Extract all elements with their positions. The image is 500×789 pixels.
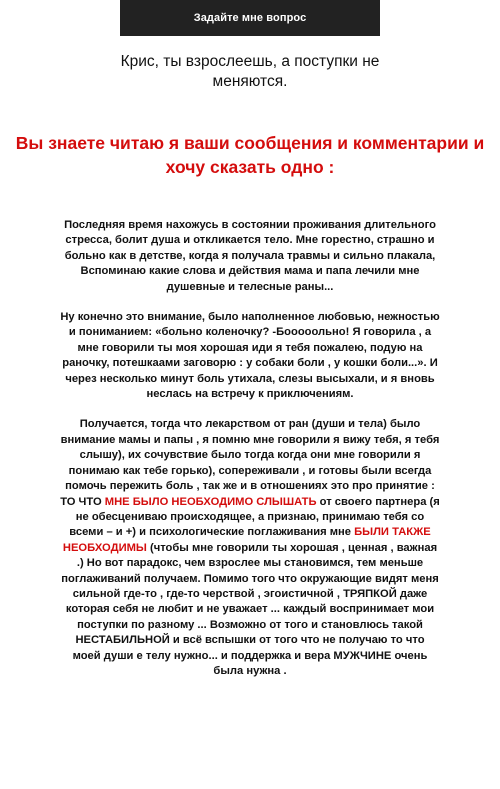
question-prompt: Задайте мне вопрос [120, 0, 380, 36]
question-card [120, 0, 380, 110]
question-answer: Крис, ты взрослеешь, а поступки не меняются. [120, 53, 380, 90]
headline: Вы знаете читаю я ваши сообщения и комментарии и хочу сказать одно : [15, 133, 485, 177]
highlight-also-necessary: БЫЛИ ТАКЖЕ НЕОБХОДИМЫ [62, 526, 431, 554]
paragraph-3-part-1: Получается, тогда что лекарством от ран (души и тела) было внимание мамы и папы , я помню мне говорили я вижу тебя, я тебя слышу), их сочувствие было тогда когда они мне говорили я понимаю как тебе горько), сопереживали , и готовы были всегда помочь пережить боль , так же и в отношениях это про принятие : ТО ЧТО [60, 418, 440, 508]
paragraph-3 [60, 417, 440, 679]
story-text [60, 218, 440, 694]
paragraph-2: Ну конечно это внимание, было наполненное любовью, нежностью и пониманием: «больно коленочку? -Бооооольно! Я говорила , а мне говорили ты моя хорошая иди я тебя пожалею, подую на ранoчку, потешкаами заговорю : у собаки боли , у кошки боли...». И через несколько минут боль утихала, слезы высыхали, и я вновь неслась на встречу к приключениям. [60, 311, 440, 401]
paragraph-3-part-3: (чтобы мне говорили ты хорошая , ценная , важная .) Но вот парадокс, чем взрослее мы становимся, тем меньше поглаживаний получаем. Помимо того что окружающие видят меня сильной где-то , где-то черствой , эгоистичной , ТРЯПКОЙ даже которая себя не любит и не уважает ... каждый воспринимает мои поступки по разному ... Возможно от того и становлюсь такой НЕСТАБИЛЬНОЙ и всё вспышки от того что не получаю то что моей души е телу нужно... и поддержка и вера МУЖЧИНЕ очень была нужна . [61, 541, 439, 677]
paragraph-1: Последняя время нахожусь в состоянии проживания длительного стресса, болит душа и откликается тело. Мне горестно, страшно и больно как в детстве, когда я получала травмы и сильно плакала, Вспоминаю какие слова и действия мама и папа лечили мне душевные и телесные раны... [64, 219, 436, 293]
highlight-necessary-to-hear: МНЕ БЫЛО НЕОБХОДИМО СЛЫШАТЬ [104, 495, 317, 508]
paragraph-3-part-2: от своего партнера (я не обесцениваю происходящее, а признаю, принимаю тебя со всеми – и +) и психологические поглаживания мне [69, 495, 440, 539]
